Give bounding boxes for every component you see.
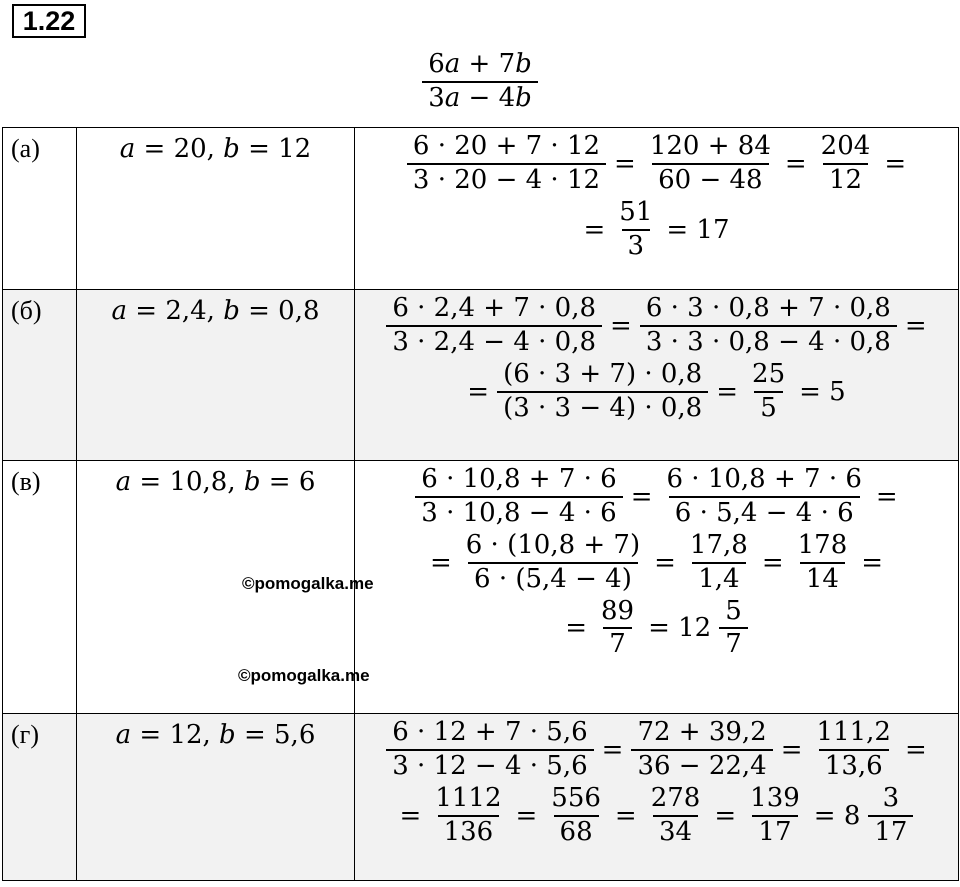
fraction-numerator: 139 bbox=[750, 782, 800, 813]
fraction bbox=[631, 718, 772, 782]
fraction bbox=[595, 597, 640, 661]
fraction bbox=[719, 597, 748, 661]
fraction bbox=[497, 360, 708, 424]
math-operator: = bbox=[654, 547, 676, 578]
math-operator: = bbox=[904, 310, 927, 341]
row-label: (г) bbox=[11, 720, 39, 749]
fraction-numerator: 72 + 39,2 bbox=[637, 717, 767, 747]
math-operator: = bbox=[565, 613, 587, 644]
fraction-denominator: 6 · 5,4 − 4 · 6 bbox=[669, 496, 860, 529]
fraction bbox=[613, 198, 658, 262]
row-solution bbox=[355, 461, 958, 660]
solution-line bbox=[355, 132, 958, 196]
fraction bbox=[746, 360, 791, 424]
header-denominator: 3𝑎 − 4𝑏 bbox=[422, 81, 538, 114]
table-row bbox=[3, 461, 959, 714]
solution-line bbox=[355, 465, 958, 529]
math-operator: = 12 bbox=[648, 613, 712, 644]
fraction-numerator: 17,8 bbox=[689, 529, 748, 560]
math-operator: = bbox=[780, 734, 803, 765]
fraction-numerator: 6 · 10,8 + 7 · 6 bbox=[666, 464, 862, 494]
fraction-denominator: 7 bbox=[719, 627, 748, 660]
math-operator: = bbox=[614, 800, 637, 831]
solution-line bbox=[355, 784, 958, 848]
fraction-denominator: 3 bbox=[622, 229, 651, 262]
solution-table bbox=[2, 127, 959, 881]
fraction-numerator: 204 bbox=[820, 131, 871, 161]
math-operator: = bbox=[884, 148, 907, 179]
math-operator: = 8 bbox=[813, 800, 861, 831]
header-expression bbox=[0, 50, 960, 114]
row-values: 𝑎 = 12, 𝑏 = 5,6 bbox=[115, 720, 316, 750]
math-operator: = bbox=[861, 547, 884, 578]
fraction bbox=[407, 132, 606, 196]
fraction bbox=[815, 132, 877, 196]
fraction-numerator: 6 · 20 + 7 · 12 bbox=[412, 131, 601, 161]
fraction bbox=[661, 465, 868, 529]
fraction-numerator: 6 · 12 + 7 · 5,6 bbox=[392, 717, 588, 747]
fraction bbox=[868, 784, 913, 848]
watermark: ©pomogalka.me bbox=[238, 666, 370, 685]
math-operator: = bbox=[904, 734, 927, 765]
row-solution bbox=[355, 714, 958, 848]
fraction-denominator: 3 · 20 − 4 · 12 bbox=[407, 163, 606, 196]
fraction-numerator: 6 · 10,8 + 7 · 6 bbox=[421, 464, 617, 494]
fraction-denominator: 17 bbox=[868, 815, 913, 848]
fraction-denominator: 17 bbox=[752, 815, 797, 848]
math-operator: = bbox=[614, 148, 636, 179]
fraction-denominator: 34 bbox=[653, 815, 698, 848]
problem-number-badge: 1.22 bbox=[12, 4, 86, 38]
fraction-denominator: 1,4 bbox=[692, 562, 745, 595]
math-operator: = bbox=[784, 148, 807, 179]
math-operator: = bbox=[630, 481, 653, 512]
solution-line bbox=[355, 198, 958, 262]
fraction bbox=[415, 465, 622, 529]
math-operator: = bbox=[399, 800, 422, 831]
fraction-denominator: 3 · 10,8 − 4 · 6 bbox=[415, 496, 622, 529]
fraction-numerator: 6 · (10,8 + 7) bbox=[465, 529, 641, 560]
solution-line bbox=[355, 718, 958, 782]
math-operator: = bbox=[610, 310, 632, 341]
fraction-numerator: 1112 bbox=[435, 782, 502, 813]
row-values: 𝑎 = 10,8, 𝑏 = 6 bbox=[115, 467, 316, 497]
header-numerator: 6𝑎 + 7𝑏 bbox=[428, 49, 532, 79]
fraction-denominator: 7 bbox=[603, 627, 632, 660]
table-row bbox=[3, 128, 959, 290]
fraction-numerator: (6 · 3 + 7) · 0,8 bbox=[503, 358, 703, 389]
math-operator: = bbox=[515, 800, 538, 831]
fraction bbox=[460, 531, 646, 595]
fraction-numerator: 278 bbox=[650, 782, 701, 813]
fraction-numerator: 25 bbox=[752, 358, 786, 389]
math-operator: = bbox=[761, 547, 784, 578]
row-solution bbox=[355, 290, 958, 424]
solution-line bbox=[355, 294, 958, 358]
fraction-denominator: 60 − 48 bbox=[652, 163, 768, 196]
math-operator: = 5 bbox=[799, 376, 846, 407]
math-operator: = bbox=[583, 214, 606, 245]
fraction-numerator: 178 bbox=[797, 529, 848, 560]
fraction-numerator: 51 bbox=[619, 196, 653, 227]
fraction bbox=[386, 294, 602, 358]
fraction bbox=[429, 784, 507, 848]
math-operator: = bbox=[601, 734, 624, 765]
row-values: 𝑎 = 20, 𝑏 = 12 bbox=[119, 134, 312, 164]
row-values: 𝑎 = 2,4, 𝑏 = 0,8 bbox=[111, 296, 320, 326]
fraction bbox=[744, 784, 806, 848]
fraction bbox=[640, 294, 897, 358]
solution-line bbox=[355, 360, 958, 424]
fraction-denominator: 13,6 bbox=[819, 749, 889, 782]
fraction bbox=[684, 531, 754, 595]
fraction-numerator: 6 · 3 · 0,8 + 7 · 0,8 bbox=[645, 293, 891, 323]
fraction-numerator: 6 · 2,4 + 7 · 0,8 bbox=[392, 293, 597, 323]
fraction-denominator: 14 bbox=[800, 562, 845, 595]
table-row bbox=[3, 290, 959, 461]
fraction bbox=[645, 784, 707, 848]
fraction-numerator: 556 bbox=[551, 782, 601, 813]
fraction-denominator: 3 · 3 · 0,8 − 4 · 0,8 bbox=[640, 325, 897, 358]
math-operator: = bbox=[875, 481, 898, 512]
fraction-numerator: 5 bbox=[725, 595, 742, 626]
fraction-denominator: 5 bbox=[754, 391, 783, 424]
row-label: (а) bbox=[11, 134, 40, 163]
fraction bbox=[386, 718, 593, 782]
fraction bbox=[792, 531, 854, 595]
header-fraction bbox=[422, 50, 538, 114]
fraction bbox=[545, 784, 607, 848]
fraction-denominator: 3 · 12 − 4 · 5,6 bbox=[386, 749, 593, 782]
fraction-denominator: 12 bbox=[823, 163, 868, 196]
fraction-numerator: 111,2 bbox=[816, 717, 891, 747]
fraction-denominator: (3 · 3 − 4) · 0,8 bbox=[497, 391, 708, 424]
fraction-denominator: 68 bbox=[554, 815, 599, 848]
fraction-numerator: 3 bbox=[882, 782, 900, 813]
watermark: ©pomogalka.me bbox=[242, 574, 374, 593]
math-operator: = bbox=[716, 376, 739, 407]
fraction-numerator: 120 + 84 bbox=[649, 131, 771, 161]
fraction-denominator: 36 − 22,4 bbox=[631, 749, 772, 782]
fraction bbox=[811, 718, 897, 782]
fraction-denominator: 6 · (5,4 − 4) bbox=[468, 562, 638, 595]
math-operator: = bbox=[467, 376, 490, 407]
row-label: (в) bbox=[11, 467, 41, 496]
math-operator: = bbox=[429, 547, 452, 578]
fraction bbox=[644, 132, 777, 196]
fraction-denominator: 3 · 2,4 − 4 · 0,8 bbox=[386, 325, 602, 358]
row-label: (б) bbox=[11, 296, 42, 325]
row-solution bbox=[355, 128, 958, 262]
math-operator: = bbox=[714, 800, 737, 831]
fraction-numerator: 89 bbox=[601, 595, 635, 626]
table-row bbox=[3, 714, 959, 881]
solution-line bbox=[355, 531, 958, 595]
fraction-denominator: 136 bbox=[438, 815, 500, 848]
solution-line bbox=[355, 597, 958, 661]
math-operator: = 17 bbox=[666, 214, 730, 245]
